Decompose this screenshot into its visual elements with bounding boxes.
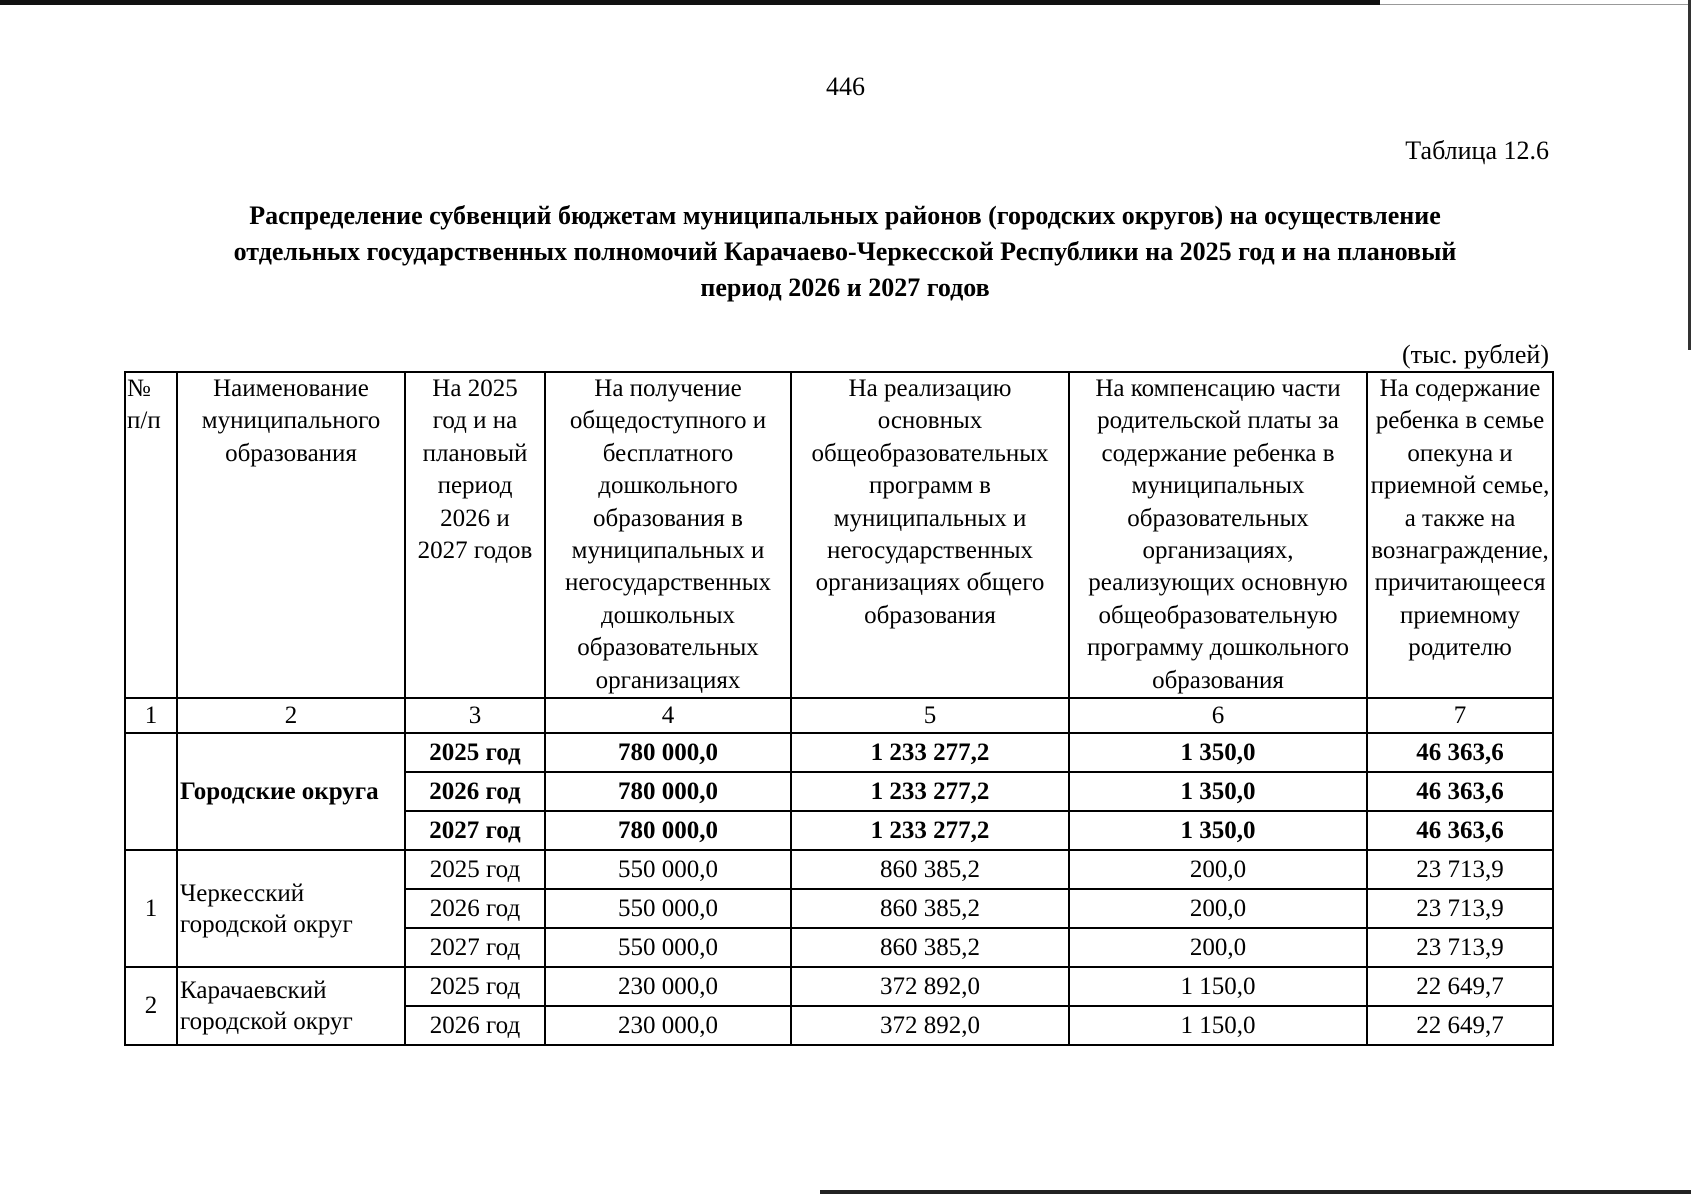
header-line: общеобразовательную (1098, 601, 1338, 629)
header-line: На компенсацию части (1095, 375, 1341, 402)
parental-compensation-value: 1 350,0 (1069, 772, 1367, 811)
general-education-value: 1 233 277,2 (791, 811, 1069, 850)
foster-care-value: 22 649,7 (1367, 967, 1553, 1006)
row-number: 2 (125, 967, 177, 1045)
header-line: программу дошкольного (1086, 634, 1350, 662)
year-cell: 2027 год (405, 928, 545, 967)
foster-care-value: 46 363,6 (1367, 772, 1553, 811)
scan-top-border-thin (1380, 4, 1691, 5)
year-cell: 2025 год (405, 850, 545, 889)
scan-bottom-border (820, 1190, 1691, 1194)
header-preschool (545, 372, 791, 698)
column-number: 3 (405, 698, 545, 733)
header-line: 2026 и (440, 504, 510, 532)
header-line: бесплатного (602, 439, 734, 467)
header-line: На содержание (1379, 375, 1541, 402)
general-education-value: 860 385,2 (791, 928, 1069, 967)
header-line: образования в (593, 504, 743, 532)
column-number: 2 (177, 698, 405, 733)
header-period (405, 372, 545, 698)
header-line: родительской платы за (1097, 407, 1339, 435)
parental-compensation-value: 1 350,0 (1069, 811, 1367, 850)
parental-compensation-value: 1 150,0 (1069, 1006, 1367, 1045)
foster-care-value: 23 713,9 (1367, 889, 1553, 928)
header-line: причитающееся (1374, 569, 1546, 597)
year-cell: 2025 год (405, 967, 545, 1006)
header-line: вознаграждение, (1371, 537, 1549, 565)
header-line: период (437, 472, 513, 500)
header-line: На получение (594, 375, 742, 402)
preschool-value: 780 000,0 (545, 811, 791, 850)
header-line: организациях общего (815, 569, 1045, 597)
subvention-table (124, 371, 1554, 1046)
preschool-value: 550 000,0 (545, 928, 791, 967)
header-line: дошкольных (600, 601, 736, 629)
header-line: образования (864, 601, 996, 629)
header-line: муниципального (201, 407, 381, 435)
header-line: общеобразовательных (811, 439, 1049, 467)
parental-compensation-value: 1 150,0 (1069, 967, 1367, 1006)
page-number: 446 (826, 72, 865, 101)
header-line: а также на (1404, 504, 1516, 532)
header-line: п/п (127, 407, 161, 435)
parental-compensation-value: 200,0 (1069, 928, 1367, 967)
preschool-value: 780 000,0 (545, 772, 791, 811)
general-education-value: 1 233 277,2 (791, 733, 1069, 772)
year-cell: 2026 год (405, 889, 545, 928)
header-line: плановый (422, 439, 528, 467)
header-line: реализующих основную (1088, 569, 1348, 597)
year-cell: 2026 год (405, 772, 545, 811)
header-line: На реализацию (848, 375, 1012, 402)
general-education-value: 860 385,2 (791, 889, 1069, 928)
table-row (125, 733, 1553, 772)
preschool-value: 550 000,0 (545, 850, 791, 889)
header-line: общедоступного и (569, 407, 767, 435)
header-line: содержание ребенка в (1101, 439, 1335, 467)
document-title (150, 198, 1540, 306)
header-line: муниципальных (1131, 472, 1305, 500)
table-label: Таблица 12.6 (1405, 136, 1549, 165)
header-line: родителю (1408, 634, 1512, 662)
title-line: период 2026 и 2027 годов (700, 273, 990, 302)
preschool-value: 230 000,0 (545, 1006, 791, 1045)
header-row (125, 372, 1553, 698)
header-foster-care (1367, 372, 1553, 698)
row-number: 1 (125, 850, 177, 967)
preschool-value: 550 000,0 (545, 889, 791, 928)
header-line: год и на (432, 407, 518, 435)
header-line: опекуна и (1407, 439, 1513, 467)
title-line: отдельных государственных полномочий Карачаево-Черкесской Республики на 2025 год и на плановый (233, 237, 1457, 266)
foster-care-value: 46 363,6 (1367, 733, 1553, 772)
header-municipality (177, 372, 405, 698)
parental-compensation-value: 200,0 (1069, 850, 1367, 889)
year-cell: 2025 год (405, 733, 545, 772)
foster-care-value: 46 363,6 (1367, 811, 1553, 850)
general-education-value: 1 233 277,2 (791, 772, 1069, 811)
header-line: приемной семье, (1370, 472, 1550, 500)
general-education-value: 860 385,2 (791, 850, 1069, 889)
row-number (125, 733, 177, 850)
table-row (125, 967, 1553, 1006)
header-line: образовательных (577, 634, 759, 662)
header-line: муниципальных и (571, 537, 765, 565)
header-line: организациях (595, 666, 741, 694)
general-education-value: 372 892,0 (791, 1006, 1069, 1045)
header-number (125, 372, 177, 698)
header-line: № (127, 375, 151, 402)
header-line: образовательных (1127, 504, 1309, 532)
foster-care-value: 23 713,9 (1367, 850, 1553, 889)
preschool-value: 230 000,0 (545, 967, 791, 1006)
header-line: ребенка в семье (1375, 407, 1545, 435)
header-line: негосударственных (826, 537, 1034, 565)
column-number-row (125, 698, 1553, 733)
header-line: основных (877, 407, 983, 435)
foster-care-value: 22 649,7 (1367, 1006, 1553, 1045)
header-line: образования (225, 439, 357, 467)
municipality-name: Черкесский городской округ (177, 850, 405, 967)
column-number: 1 (125, 698, 177, 733)
header-line: программ в (869, 472, 991, 500)
header-line: приемному (1400, 601, 1520, 629)
header-line: муниципальных и (833, 504, 1027, 532)
header-line: образования (1152, 666, 1284, 694)
year-cell: 2026 год (405, 1006, 545, 1045)
general-education-value: 372 892,0 (791, 967, 1069, 1006)
column-number: 4 (545, 698, 791, 733)
municipality-name: Городские округа (177, 733, 405, 850)
parental-compensation-value: 200,0 (1069, 889, 1367, 928)
header-general-education (791, 372, 1069, 698)
header-line: Наименование (213, 375, 369, 402)
column-number: 6 (1069, 698, 1367, 733)
units-label: (тыс. рублей) (1401, 340, 1549, 369)
header-line: 2027 годов (417, 537, 533, 565)
table-row (125, 850, 1553, 889)
header-parental-compensation (1069, 372, 1367, 698)
column-number: 5 (791, 698, 1069, 733)
header-line: На 2025 (432, 375, 518, 402)
scan-top-border (0, 0, 1380, 5)
municipality-name: Карачаевский городской округ (177, 967, 405, 1045)
header-line: организациях, (1142, 537, 1294, 565)
parental-compensation-value: 1 350,0 (1069, 733, 1367, 772)
preschool-value: 780 000,0 (545, 733, 791, 772)
year-cell: 2027 год (405, 811, 545, 850)
title-line: Распределение субвенций бюджетам муниципальных районов (городских округов) на осуществление (249, 201, 1441, 230)
foster-care-value: 23 713,9 (1367, 928, 1553, 967)
header-line: негосударственных (564, 569, 772, 597)
header-line: дошкольного (598, 472, 738, 500)
column-number: 7 (1367, 698, 1553, 733)
